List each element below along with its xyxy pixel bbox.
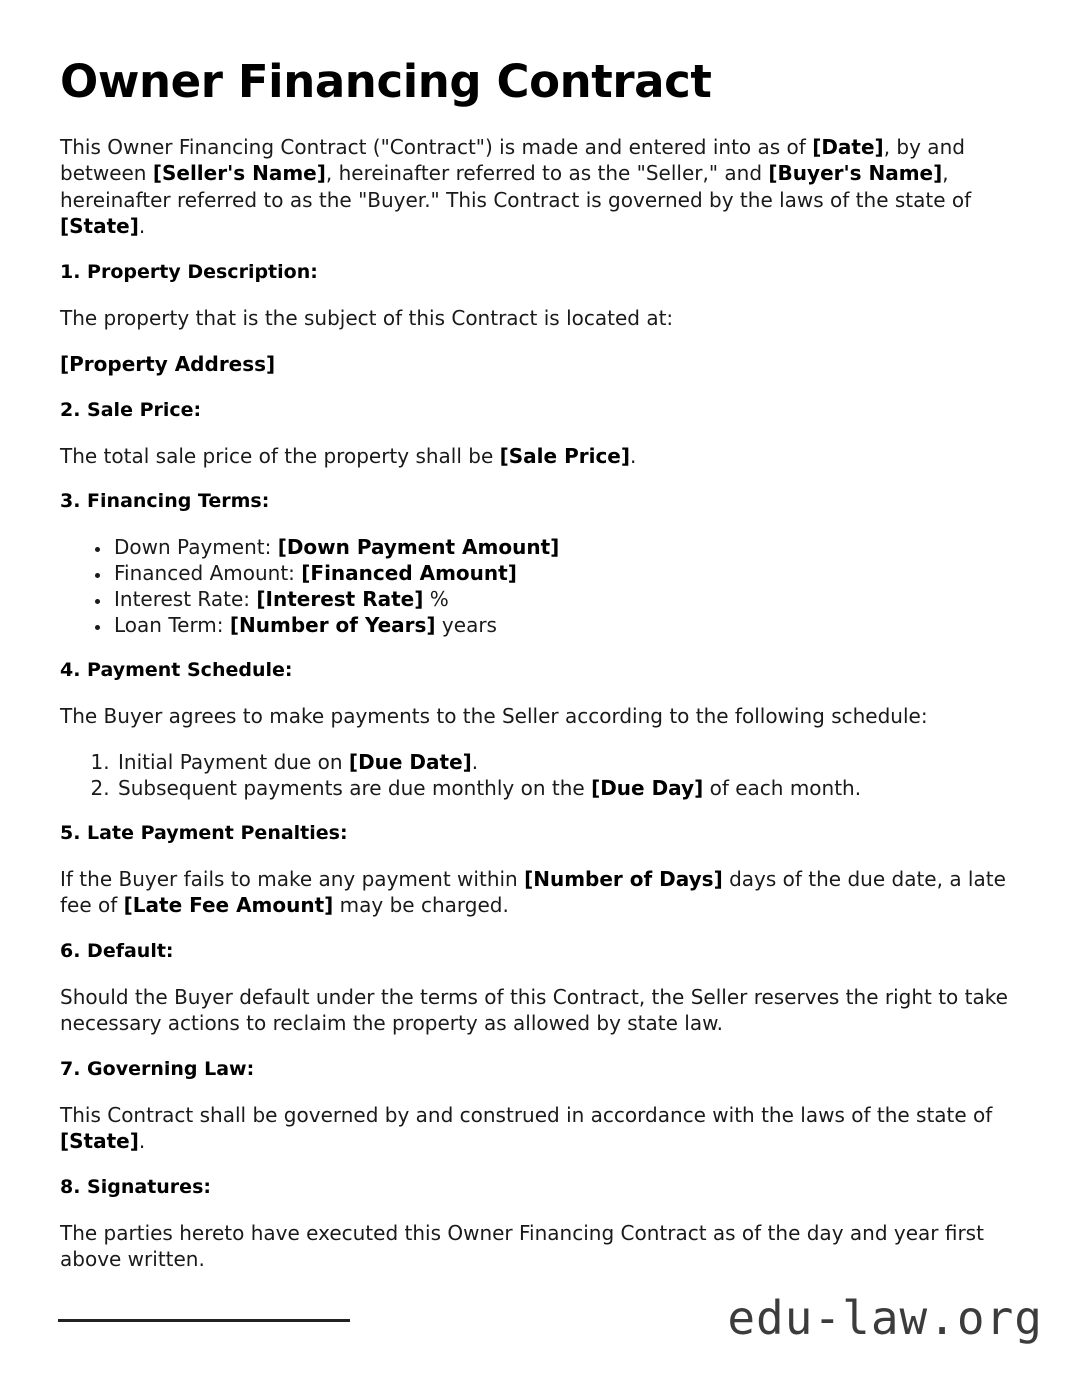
placeholder-state-intro: [State] [60, 214, 139, 239]
governing-law-text-2: . [138, 1129, 146, 1154]
numbered-prefix-subsequent-payments: Subsequent payments are due monthly on the [118, 776, 592, 801]
bullet-label-financed-amount: Financed Amount: [114, 560, 302, 585]
section-body-late-payment-penalties [60, 866, 1012, 919]
section-heading-financing-terms: 3. Financing Terms: [60, 490, 270, 513]
placeholder-state-governing: [State] [60, 1129, 139, 1154]
section-body-payment-schedule: The Buyer agrees to make payments to the Seller according to the following schedule: [60, 703, 928, 728]
list-item [116, 775, 1012, 801]
section-heading-default: 6. Default: [60, 940, 174, 963]
list-item [112, 534, 1012, 560]
bullet-label-down-payment: Down Payment: [114, 534, 278, 559]
section-heading-sale-price: 2. Sale Price: [60, 398, 202, 421]
placeholder-sale-price: [Sale Price] [499, 443, 631, 468]
section-body-default: Should the Buyer default under the terms of this Contract, the Seller reserves the right to take necessary actions to reclaim the property as allowed by state law. [60, 984, 1008, 1036]
payment-schedule-list [60, 749, 1012, 801]
intro-paragraph [60, 134, 1012, 240]
section-heading-signatures: 8. Signatures: [60, 1175, 211, 1198]
numbered-prefix-initial-payment: Initial Payment due on [118, 750, 349, 775]
section-heading-property-description: 1. Property Description: [60, 261, 318, 284]
placeholder-due-day: [Due Day] [591, 776, 704, 801]
placeholder-due-date: [Due Date] [348, 750, 472, 775]
placeholder-number-of-years: [Number of Years] [229, 612, 436, 637]
late-penalty-text-2: days of the due date, a late fee of [60, 866, 1006, 918]
governing-law-text-1: This Contract shall be governed by and construed in accordance with the laws of the state of [60, 1102, 993, 1127]
late-penalty-text-3: may be charged. [333, 893, 509, 918]
placeholder-property-address: [Property Address] [60, 352, 276, 377]
site-watermark: edu-law.org [727, 1291, 1043, 1345]
page-title: Owner Financing Contract [60, 55, 712, 108]
intro-text-3: , hereinafter referred to as the "Seller," and [325, 161, 769, 186]
section-heading-governing-law: 7. Governing Law: [60, 1057, 255, 1080]
placeholder-date: [Date] [812, 134, 884, 159]
financing-terms-list [60, 534, 1012, 638]
placeholder-financed-amount: [Financed Amount] [301, 560, 517, 585]
placeholder-number-of-days: [Number of Days] [524, 866, 723, 891]
placeholder-interest-rate: [Interest Rate] [256, 586, 424, 611]
section-body-sale-price [60, 443, 1012, 470]
list-item [112, 612, 1012, 638]
bullet-suffix-interest-rate: % [423, 586, 449, 611]
bullet-label-interest-rate: Interest Rate: [114, 586, 257, 611]
placeholder-buyer-name: [Buyer's Name] [768, 161, 943, 186]
list-item [112, 586, 1012, 612]
numbered-suffix-initial-payment: . [471, 750, 479, 775]
section-heading-payment-schedule: 4. Payment Schedule: [60, 658, 293, 681]
section-body-governing-law [60, 1102, 1012, 1155]
signature-line [58, 1319, 350, 1322]
intro-text-4: , hereinafter referred to as the "Buyer." This Contract is governed by the laws of the state of [60, 161, 972, 212]
placeholder-seller-name: [Seller's Name] [152, 161, 326, 186]
list-item [112, 560, 1012, 586]
list-item [116, 749, 1012, 775]
late-penalty-text-1: If the Buyer fails to make any payment within [60, 866, 525, 891]
intro-text-1: This Owner Financing Contract ("Contract") is made and entered into as of [60, 134, 813, 159]
sale-price-text-2: . [630, 443, 637, 468]
section-heading-late-payment-penalties: 5. Late Payment Penalties: [60, 822, 348, 845]
numbered-suffix-subsequent-payments: of each month. [703, 776, 862, 801]
intro-text-5: . [138, 214, 146, 239]
bullet-label-loan-term: Loan Term: [114, 612, 230, 637]
bullet-suffix-loan-term: years [435, 612, 497, 637]
section-body-property-description: The property that is the subject of this Contract is located at: [60, 305, 674, 330]
placeholder-down-payment-amount: [Down Payment Amount] [277, 534, 560, 559]
placeholder-late-fee-amount: [Late Fee Amount] [123, 893, 334, 918]
section-body-signatures: The parties hereto have executed this Owner Financing Contract as of the day and year first above written. [60, 1220, 984, 1272]
sale-price-text-1: The total sale price of the property shall be [60, 443, 500, 468]
intro-text-2: , by and between [60, 134, 965, 186]
signature-area [0, 1291, 1075, 1391]
